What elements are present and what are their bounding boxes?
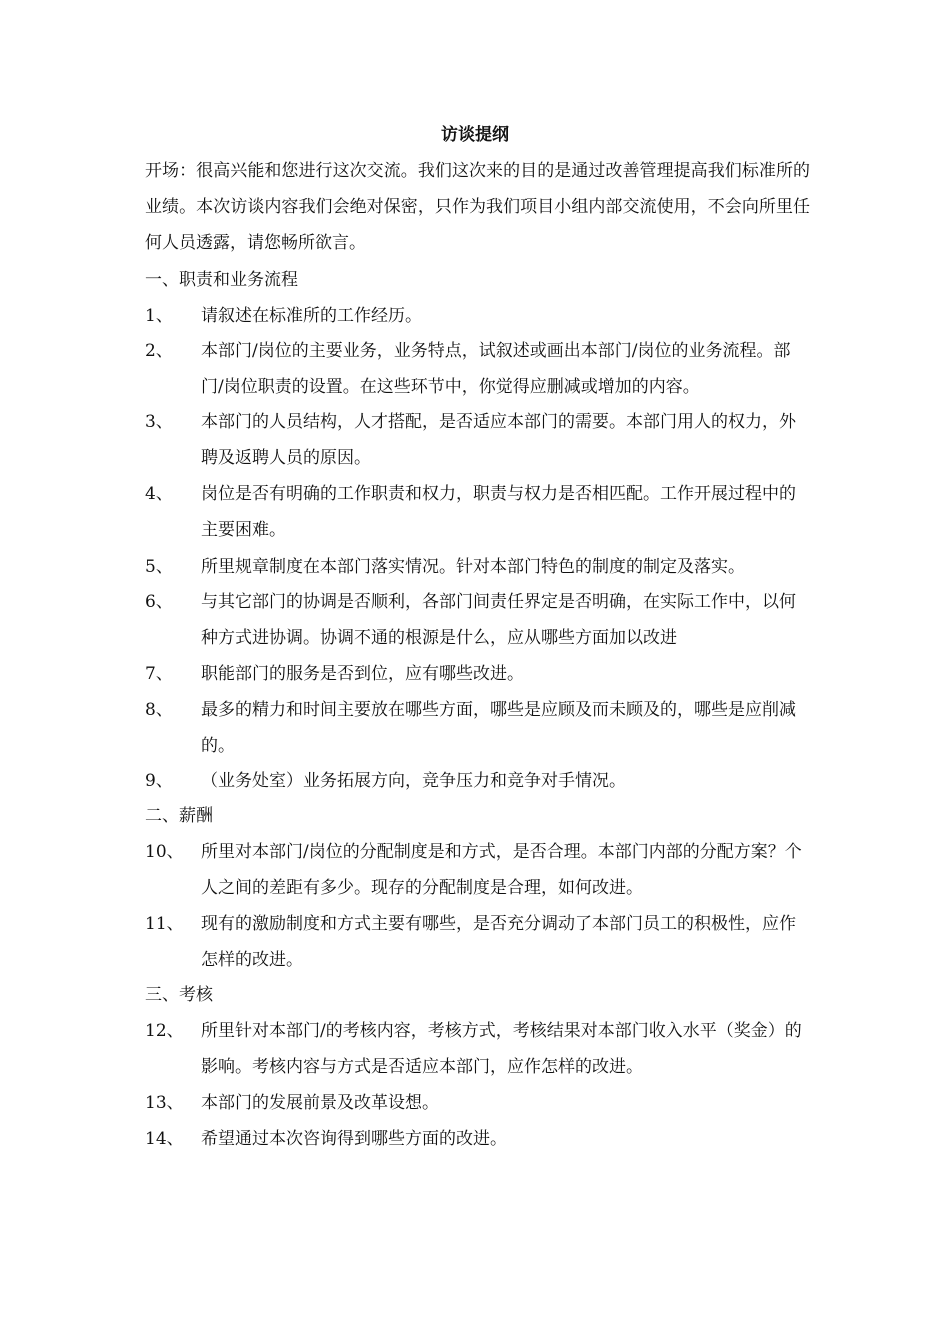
item-number: 7、 (145, 664, 173, 684)
item-text: 所里规章制度在本部门落实情况。针对本部门特色的制度的制定及落实。 (201, 557, 745, 577)
item-text: 现有的激励制度和方式主要有哪些，是否充分调动了本部门员工的积极性，应作怎样的改进。 (201, 914, 796, 970)
item-text: 本部门的人员结构，人才搭配，是否适应本部门的需要。本部门用人的权力，外聘及返聘人员的原因。 (201, 412, 796, 468)
item-text: 请叙述在标准所的工作经历。 (201, 306, 422, 326)
intro-paragraph: 开场：很高兴能和您进行这次交流。我们这次来的目的是通过改善管理提高我们标准所的业绩。本次访谈内容我们会绝对保密，只作为我们项目小组内部交流使用，不会向所里任何人员透露，请您畅所欲言。 (145, 161, 810, 253)
item-number: 6、 (145, 592, 173, 612)
item-number: 5、 (145, 557, 173, 577)
item-text: 最多的精力和时间主要放在哪些方面，哪些是应顾及而未顾及的，哪些是应削减的。 (201, 700, 796, 756)
item-text: 本部门的发展前景及改革设想。 (201, 1093, 439, 1113)
section-heading-salary: 二、薪酬 (145, 806, 213, 826)
item-text: 所里针对本部门/的考核内容，考核方式，考核结果对本部门收入水平（奖金）的影响。考核内容与方式是否适应本部门，应作怎样的改进。 (201, 1021, 802, 1077)
section-heading-duties: 一、职责和业务流程 (145, 270, 298, 290)
section-heading-assessment: 三、考核 (145, 985, 213, 1005)
item-number: 9、 (145, 771, 173, 791)
item-text: 本部门/岗位的主要业务，业务特点，试叙述或画出本部门/岗位的业务流程。部门/岗位职责的设置。在这些环节中，你觉得应删减或增加的内容。 (201, 341, 791, 397)
item-number: 12、 (145, 1021, 184, 1041)
item-number: 8、 (145, 700, 173, 720)
item-text: 所里对本部门/岗位的分配制度是和方式，是否合理。本部门内部的分配方案？个人之间的差距有多少。现存的分配制度是合理，如何改进。 (201, 842, 802, 898)
item-text: 希望通过本次咨询得到哪些方面的改进。 (201, 1129, 507, 1149)
item-text: 岗位是否有明确的工作职责和权力，职责与权力是否相匹配。工作开展过程中的主要困难。 (201, 484, 796, 540)
item-number: 4、 (145, 484, 173, 504)
item-text: 职能部门的服务是否到位，应有哪些改进。 (201, 664, 524, 684)
item-number: 14、 (145, 1129, 184, 1149)
item-number: 3、 (145, 412, 173, 432)
item-number: 13、 (145, 1093, 184, 1113)
item-number: 11、 (145, 914, 184, 934)
item-number: 1、 (145, 306, 173, 326)
item-number: 10、 (145, 842, 184, 862)
item-text: （业务处室）业务拓展方向，竞争压力和竞争对手情况。 (201, 771, 626, 791)
document-title: 访谈提纲 (441, 125, 509, 145)
item-text: 与其它部门的协调是否顺利，各部门间责任界定是否明确，在实际工作中，以何种方式进协调。协调不通的根源是什么，应从哪些方面加以改进 (201, 592, 796, 648)
item-number: 2、 (145, 341, 173, 361)
